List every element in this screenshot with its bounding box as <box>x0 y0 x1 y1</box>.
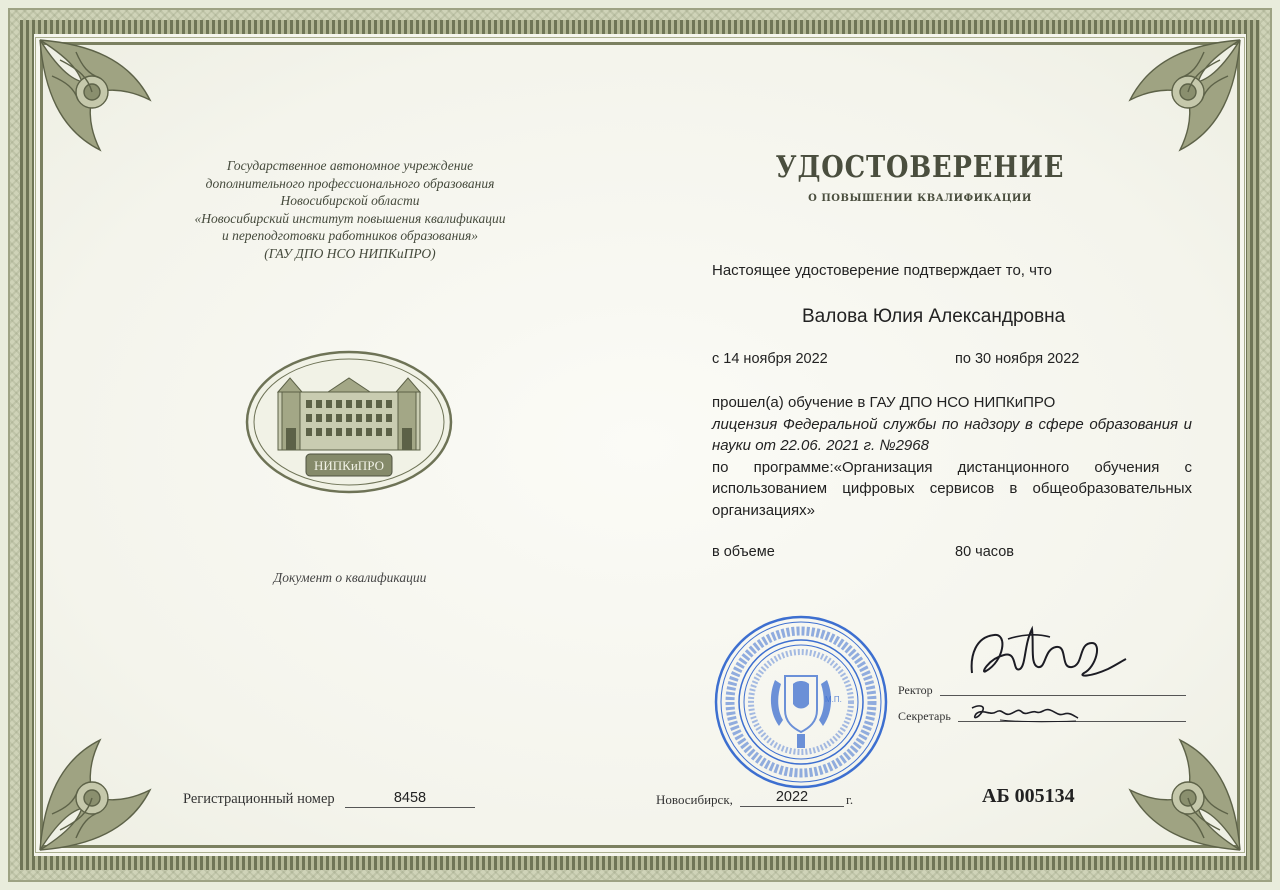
date-to: по 30 ноября 2022 <box>955 351 1080 367</box>
training-details <box>712 392 1192 521</box>
emblem-label: НИПКиПРО <box>314 458 384 473</box>
org-line: Новосибирской области <box>280 193 420 208</box>
official-seal <box>713 614 889 790</box>
org-line: (ГАУ ДПО НСО НИПКиПРО) <box>264 245 436 261</box>
certificate-subtitle: О ПОВЫШЕНИИ КВАЛИФИКАЦИИ <box>808 193 1032 204</box>
program-info: по программе:«Организация дистанционного обучения с использованием цифровых сервисов в общеобразовательных организациях» <box>712 458 1192 519</box>
volume-value: 80 часов <box>955 544 1014 560</box>
issue-year: 2022 <box>740 789 844 807</box>
confirm-statement: Настоящее удостоверение подтверждает то, что <box>712 262 1052 279</box>
rector-signature-line <box>940 695 1186 696</box>
rector-signature <box>960 615 1130 695</box>
secretary-signature <box>970 702 1080 724</box>
issue-city: Новосибирск, <box>656 792 733 807</box>
rector-label: Ректор <box>898 683 933 697</box>
org-line: Государственное автономное учреждение <box>226 158 474 173</box>
document-qualification-caption: Документ о квалификации <box>273 570 427 585</box>
trained-at: прошел(а) обучение в ГАУ ДПО НСО НИПКиПРО <box>712 394 1056 411</box>
secretary-label: Секретарь <box>898 709 951 723</box>
registration-number: 8458 <box>345 790 475 808</box>
corner-ornament-bottom-right <box>1100 710 1250 860</box>
holder-name: Валова Юлия Александровна <box>802 306 1066 327</box>
corner-ornament-top-right <box>1100 30 1250 180</box>
org-line: и переподготовки работников образования» <box>221 228 479 243</box>
organization-name <box>150 157 550 262</box>
org-line: «Новосибирский институт повышения квалификации <box>194 210 506 226</box>
corner-ornament-bottom-left <box>30 710 180 860</box>
org-line: дополнительного профессионального образования <box>205 175 495 191</box>
certificate-title: УДОСТОВЕРЕНИЕ <box>775 150 1065 185</box>
serial-number: АБ 005134 <box>982 785 1075 807</box>
date-from: с 14 ноября 2022 <box>712 351 828 367</box>
registration-label: Регистрационный номер <box>183 791 335 807</box>
volume-label: в объеме <box>712 544 775 560</box>
license-info: лицензия Федеральной службы по надзору в сфере образования и науки от 22.06. 2021 г. №2968 <box>712 415 1192 454</box>
institute-emblem <box>244 348 454 496</box>
issue-year-suffix: г. <box>846 792 854 807</box>
svg-text:М.П.: М.П. <box>825 695 842 704</box>
